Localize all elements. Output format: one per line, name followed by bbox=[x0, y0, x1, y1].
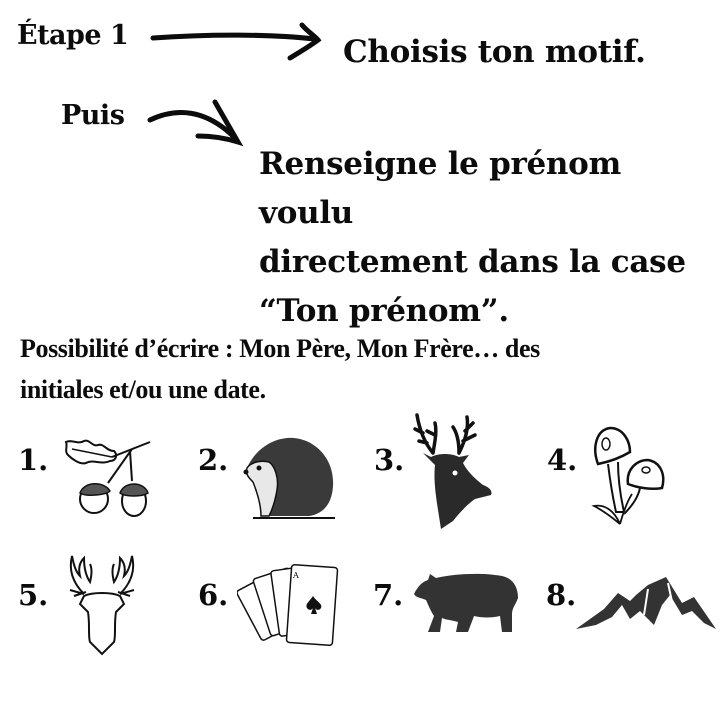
step1-text: Choisis ton motif. bbox=[343, 34, 646, 70]
deer-outline-icon[interactable] bbox=[62, 552, 142, 657]
mushrooms-icon[interactable] bbox=[590, 424, 670, 528]
motif-number-5: 5. bbox=[18, 578, 49, 612]
svg-text:A: A bbox=[293, 571, 299, 580]
hedgehog-icon[interactable] bbox=[243, 434, 338, 519]
step2-line-3: “Ton prénom”. bbox=[259, 293, 509, 329]
motif-number-3: 3. bbox=[374, 443, 405, 477]
motif-number-8: 8. bbox=[546, 578, 577, 612]
step2-line-2: directement dans la case bbox=[259, 244, 686, 280]
acorn-oak-leaf-icon[interactable] bbox=[62, 437, 154, 522]
motif-number-1: 1. bbox=[18, 443, 49, 477]
bear-silhouette-icon[interactable] bbox=[412, 570, 522, 636]
mountains-icon[interactable] bbox=[574, 575, 718, 635]
step2-label: Puis bbox=[61, 100, 125, 131]
motif-number-7: 7. bbox=[373, 578, 404, 612]
motif-number-6: 6. bbox=[198, 578, 229, 612]
step2-line-1: Renseigne le prénom voulu bbox=[259, 146, 622, 231]
step1-label: Étape 1 bbox=[17, 20, 129, 51]
step2-instructions bbox=[259, 140, 720, 336]
stag-head-icon[interactable] bbox=[413, 413, 495, 533]
motif-number-2: 2. bbox=[198, 443, 229, 477]
arrow-curved-down-icon bbox=[145, 98, 250, 148]
personalization-note bbox=[20, 328, 540, 410]
note-line-1: Possibilité d’écrire : Mon Père, Mon Frère… des bbox=[20, 334, 540, 363]
note-line-2: initiales et/ou une date. bbox=[20, 375, 266, 404]
arrow-right-icon bbox=[150, 22, 325, 62]
playing-cards-aces-icon[interactable] bbox=[237, 560, 339, 655]
motif-number-4: 4. bbox=[547, 443, 578, 477]
